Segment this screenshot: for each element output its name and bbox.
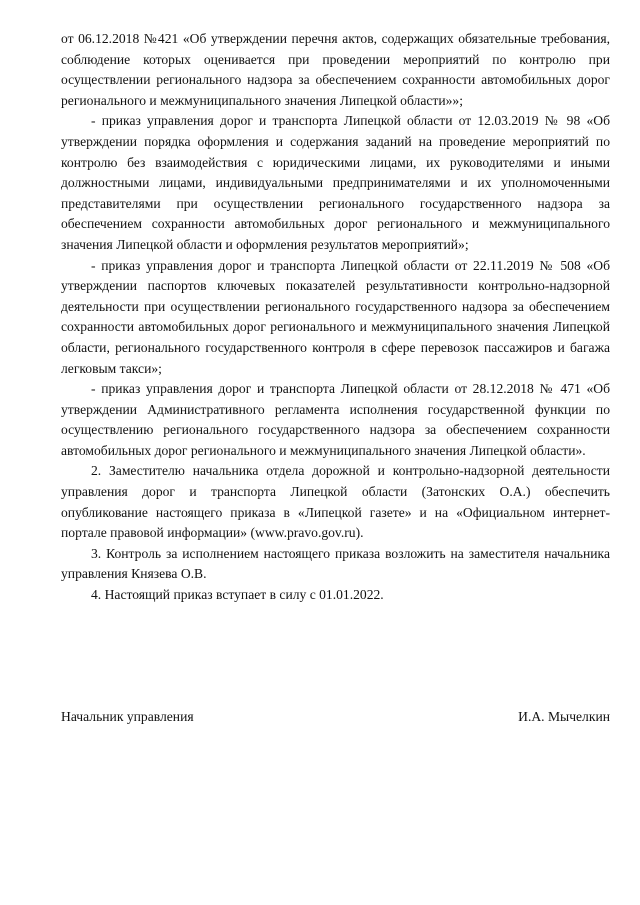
paragraph-item-3: 3. Контроль за исполнением настоящего приказа возложить на заместителя начальника управления Князева О.В. xyxy=(61,545,610,582)
signature-name: И.А. Мычелкин xyxy=(518,709,610,724)
paragraph-item-4: 4. Настоящий приказ вступает в силу с 01.01.2022. xyxy=(91,587,384,603)
signature-position: Начальник управления xyxy=(61,709,194,724)
paragraph-continuation: от 06.12.2018 №421 «Об утверждении перечня актов, содержащих обязательные требования, соблюдение которых оценивается при проведении мероприятий по контролю при осуществлении регионального надзора за обеспечением сохранности автомобильных дорог регионального и межмуниципального значения Липецкой области»»; xyxy=(61,31,610,108)
signature-block xyxy=(61,707,610,727)
document-body xyxy=(61,29,610,606)
paragraph-order-508: - приказ управления дорог и транспорта Липецкой области от 22.11.2019 № 508 «Об утверждении паспортов ключевых показателей результативности контрольно-надзорной деятельности при осуществлении регионального государственного надзора за обеспечением сохранности автомобильных дорог регионального и межмуниципального значения Липецкой области, регионального государственного контроля в сфере перевозок пассажиров и багажа легковым такси»; xyxy=(61,257,610,376)
paragraph-item-2: 2. Заместителю начальника отдела дорожной и контрольно-надзорной деятельности управления дорог и транспорта Липецкой области (Затонских О.А.) обеспечить опубликование настоящего приказа в «Липецкой газете» и на «Официальном интернет-портале правовой информации» (www.pravo.gov.ru). xyxy=(61,463,610,541)
paragraph-order-471: - приказ управления дорог и транспорта Липецкой области от 28.12.2018 № 471 «Об утверждении Административного регламента исполнения государственной функции по осуществлению регионального государственного надзора за обеспечением сохранности автомобильных дорог регионального и межмуниципального значения Липецкой области». xyxy=(61,381,610,458)
paragraph-order-98: - приказ управления дорог и транспорта Липецкой области от 12.03.2019 № 98 «Об утверждении порядка оформления и содержания заданий на проведение мероприятий по контролю без взаимодействия с юридическими лицами, их руководителями и иными должностными лицами, индивидуальными предпринимателями и их уполномоченными представителями при осуществлении регионального государственного надзора за обеспечением сохранности автомобильных дорог регионального и межмуниципального значения Липецкой области и оформления результатов мероприятий»; xyxy=(61,113,610,252)
